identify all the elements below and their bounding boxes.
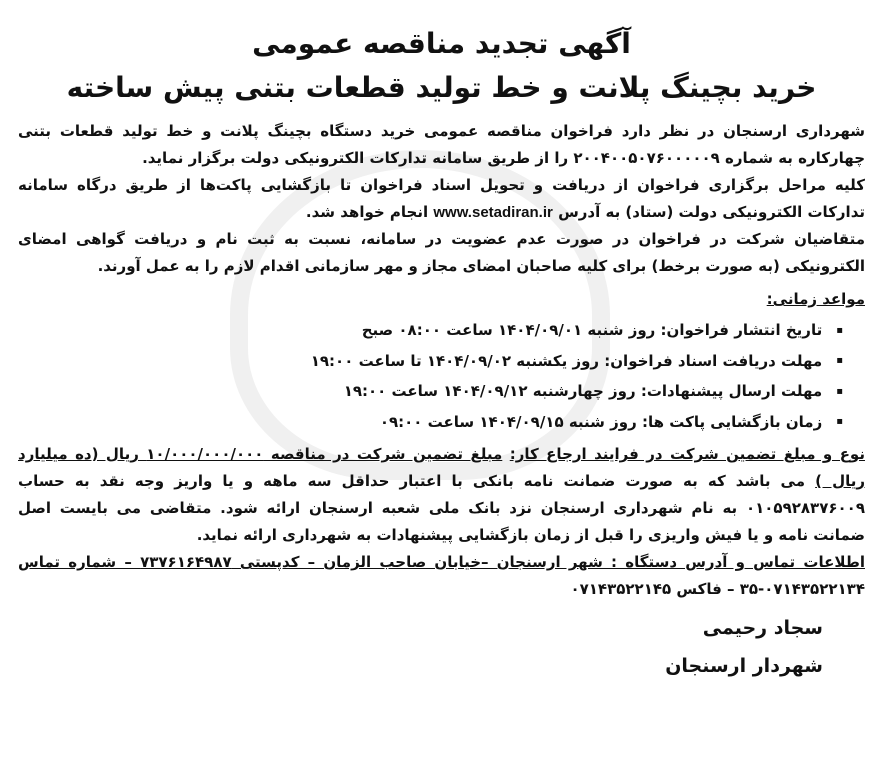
intro-text: شهرداری ارسنجان در نظر دارد فراخوان مناقصه عمومی خرید دستگاه بچینگ پلانت و خط تولید قطعات بتنی چهارکاره [18,122,865,167]
intro-text: کلیه مراحل برگزاری فراخوان از دریافت و تحویل اسناد فراخوان تا بازگشایی پاکت‌ها از طریق درگاه سامانه تدارکات [18,176,865,221]
contact-address: اطلاعات تماس و آدرس دستگاه : شهر ارسنجان –خیابان صاحب الزمان – کدپستی ۷۳۷۶۱۶۴۹۸۷ – شماره تماس [18,553,865,571]
schedule-item: ▪ زمان بازگشایی پاکت ها: روز شنبه ۱۴۰۴/۰۹/۱۵ ساعت ۰۹:۰۰ [18,407,843,438]
schedule-list [18,315,865,437]
contact-phones: ۰۷۱۴۳۵۲۲۱۳۴-۳۵ – فاکس ۰۷۱۴۳۵۲۲۱۴۵ [570,580,865,598]
intro-text: متقاضیان شرکت در فراخوان در صورت عدم عضویت در سامانه، نسبت به ثبت نام و دریافت گواهی امضای الکترونیکی [18,230,865,275]
notice-subtitle: خرید بچینگ پلانت و خط تولید قطعات بتنی پیش ساخته [66,71,817,104]
intro-text: به شماره ۲۰۰۴۰۰۵۰۷۶۰۰۰۰۰۹ را از طریق سامانه تدارکات الکترونیکی دولت برگزار نماید. [142,149,793,167]
schedule-item: ▪ تاریخ انتشار فراخوان: روز شنبه ۱۴۰۴/۰۹/۰۱ ساعت ۰۸:۰۰ صبح [18,315,843,346]
signatory-name: سجاد رحیمی [702,617,823,639]
intro-paragraph [18,172,865,226]
intro-text: انجام خواهد شد. [305,203,429,221]
guarantee-paragraph [18,441,865,549]
guarantee-text: از زمان بازگشایی پیشنهادات به شهرداری ارائه نماید. [196,526,590,544]
contact-paragraph [18,549,865,603]
guarantee-label: نوع و مبلغ تضمین شرکت در فرایند ارجاع کار: [509,445,865,463]
intro-text: الکترونیکی دولت (ستاد) به آدرس [558,203,803,221]
intro-text: (به صورت برخط) برای کلیه صاحبان امضای مجاز و مهر سازمانی اقدام لازم را به عمل آورند. [97,257,780,275]
schedule-item: ▪ مهلت ارسال پیشنهادات: روز چهارشنبه ۱۴۰۴/۰۹/۱۲ ساعت ۱۹:۰۰ [18,376,843,407]
schedule-heading: مواعد زمانی: [766,290,865,308]
guarantee-text: شهرداری ارسنجان نزد بانک ملی شعبه ارسنجان ارائه شود. متقاضی می بایست اصل ضمانت نامه و یا فیش واریزی را قبل [18,499,865,544]
notice-title: آگهی تجدید مناقصه عمومی [252,27,631,60]
intro-paragraph [18,118,865,172]
setadiran-link[interactable]: www.setadiran.ir [433,204,553,221]
guarantee-text: می باشد که به صورت ضمانت نامه بانکی با اعتبار حداقل سه ماهه و یا واریز وجه نقد به حساب ۰۱۰۵۹۲۸۳۷۶۰۰۹ به نام [18,472,865,517]
signatory-title: شهردار ارسنجان [665,655,823,677]
guarantee-amount: مبلغ تضمین شرکت در مناقصه ۱۰/۰۰۰/۰۰۰/۰۰۰ ریال (ده میلیارد ریال ) [18,445,865,490]
schedule-item: ▪ مهلت دریافت اسناد فراخوان: روز یکشنبه ۱۴۰۴/۰۹/۰۲ تا ساعت ۱۹:۰۰ [18,346,843,377]
intro-paragraph [18,226,865,280]
